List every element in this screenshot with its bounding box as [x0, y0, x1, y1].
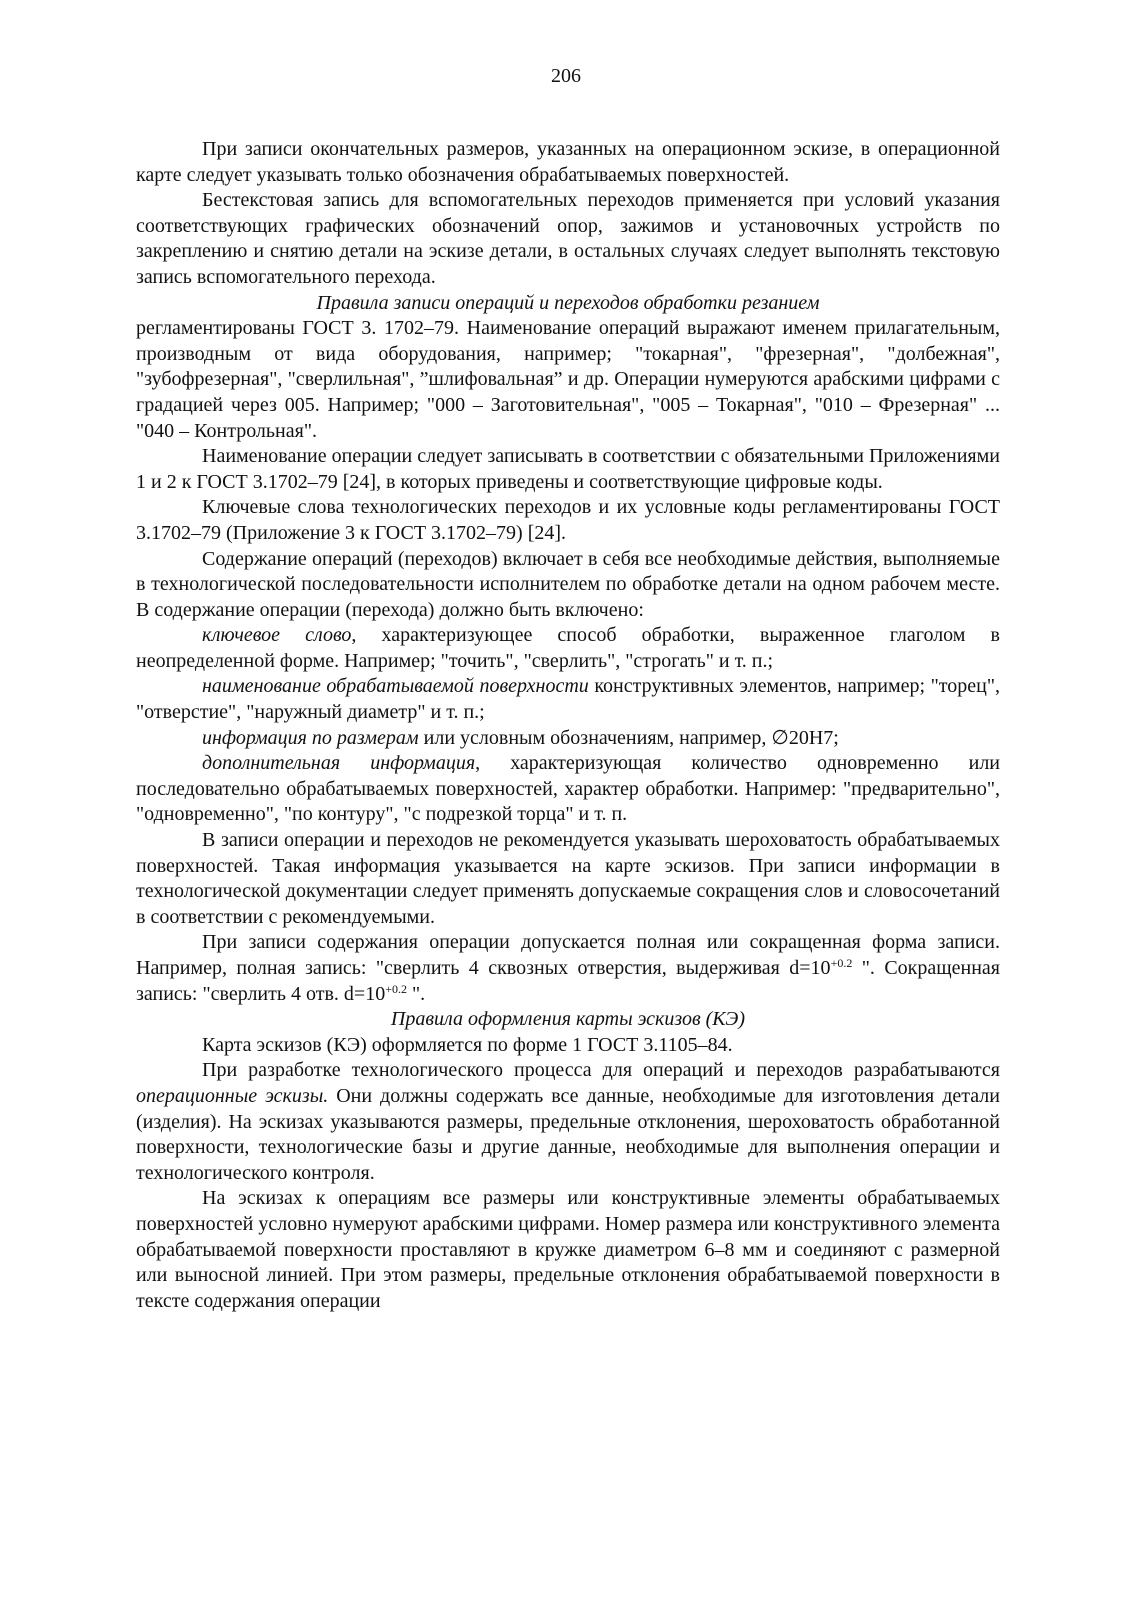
paragraph-operation-names: Наименование операции следует записывать в соответствии с обязательными Приложениями 1 и 2 к ГОСТ 3.1702–79 [24], в которых приведены и соответствующие цифровые коды. — [136, 445, 1000, 493]
paragraph-textless-record: Бестекстовая запись для вспомогательных переходов применяется при условий указания соответствующих графических обозначений опор, зажимов и установочных устройств по закреплению и снятию детали на эскизе детали, в остальных случаях следует выполнять текстовую запись вспомогательного перехода. — [136, 189, 1000, 288]
list-item-surface-name — [136, 674, 1000, 725]
paragraph-operational-sketches — [136, 1058, 1000, 1186]
list-item-additional-info — [136, 751, 1000, 828]
list-item-keyword — [136, 623, 1000, 674]
list-item-keyword-text: , характеризующее способ обработки, выраженное глаголом в неопределенной форме. Например; "точить", "сверлить", "строгать" и т. п.; — [136, 624, 1000, 672]
paragraph-numbering-sketches: На эскизах к операциям все размеры или конструктивные элементы обрабатываемых поверхностей условно нумеруют арабскими цифрами. Номер размера или конструктивного элемента обрабатываемой поверхности проставляют в кружке диаметром 6–8 мм и соединяют с размерной или выносной линией. При этом размеры, предельные отклонения обрабатываемой поверхности в тексте содержания операции — [136, 1187, 1000, 1312]
tolerance-superscript-1: +0.2 — [830, 956, 853, 970]
operational-sketches-term: операционные эскизы. — [136, 1084, 329, 1107]
page-body — [136, 137, 1000, 1314]
paragraph-gost-operations: регламентированы ГОСТ 3. 1702–79. Наименование операций выражают именем прилагательным, производным от вида оборудования, например; "токарная", "фрезерная", "долбежная", "зубофрезерная", "сверлильная", ”шлифовальная” и др. Операции нумеруются арабскими цифрами с градацией через 005. Например; "000 – Заготовительная", "005 – Токарная", "010 – Фрезерная" ... "040 – Контрольная". — [136, 317, 1000, 442]
paragraph-final-dimensions: При записи окончательных размеров, указанных на операционном эскизе, в операционной карте следует указывать только обозначения обрабатываемых поверхностей. — [136, 138, 1000, 186]
list-item-size-info-text: или условным обозначениям, например, ∅20Н7; — [418, 726, 839, 749]
paragraph-roughness: В записи операции и переходов не рекомендуется указывать шероховатость обрабатываемых поверхностей. Такая информация указывается на карте эскизов. При записи информации в технологической документации следует применять допускаемые сокращения слов и словосочетаний в соответствии с рекомендуемыми. — [136, 829, 1000, 928]
list-item-surface-name-text: конструктивных элементов, например; "торец", "отверстие", "наружный диаметр" и т. п.; — [136, 675, 1000, 724]
record-forms-text-a: При записи содержания операции допускается полная или сокращенная форма записи. Например, полная запись: "сверлить 4 сквозных отверстия, выдерживая d=10 — [136, 931, 1000, 979]
list-item-size-info — [136, 726, 1000, 752]
list-item-surface-name-term: наименование обрабатываемой поверхности — [202, 675, 589, 698]
list-item-additional-info-term: дополнительная информация — [202, 752, 476, 775]
paragraph-operation-content: Содержание операций (переходов) включает в себя все необходимые действия, выполняемые в технологической последовательности исполнителем по обработке детали на одном рабочем месте. В содержание операции (перехода) должно быть включено: — [136, 547, 1000, 621]
record-forms-text-c: ". — [406, 982, 426, 1005]
heading-cutting-rules: Правила записи операций и переходов обработки резанием — [316, 291, 820, 314]
paragraph-sketch-card-form: Карта эскизов (КЭ) оформляется по форме 1 ГОСТ 3.1105–84. — [202, 1033, 733, 1056]
tolerance-superscript-2: +0.2 — [385, 981, 407, 996]
page-number: 206 — [551, 65, 581, 87]
heading-sketch-card-rules: Правила оформления карты эскизов (КЭ) — [390, 1008, 746, 1031]
paragraph-keywords: Ключевые слова технологических переходов и их условные коды регламентированы ГОСТ 3.1702–79 (Приложение 3 к ГОСТ 3.1702–79) [24]. — [136, 496, 1000, 544]
list-item-keyword-term: ключевое слово — [202, 624, 352, 647]
operational-sketches-text-a: При разработке технологического процесса для операций и переходов разрабатываются — [202, 1059, 1000, 1082]
list-item-size-info-term: информация по размерам — [202, 726, 419, 749]
record-forms-text-b: ". Сокращенная запись: "сверлить 4 отв. d=10 — [136, 957, 1001, 1005]
list-item-additional-info-text: , характеризующая количество одновременно или последовательно обрабатываемых поверхностей, характер обработки. Например: "предварительно", "одновременно", "по контуру", "с подрезкой торца" и т. п. — [136, 752, 1001, 826]
paragraph-record-forms — [136, 930, 1000, 1007]
operational-sketches-text-b: Они должны содержать все данные, необходимые для изготовления детали (изделия). На эскизах указываются размеры, предельные отклонения, шероховатость обработанной поверхности, технологические базы и другие данные, необходимые для выполнения операции и технологического контроля. — [136, 1084, 1000, 1184]
